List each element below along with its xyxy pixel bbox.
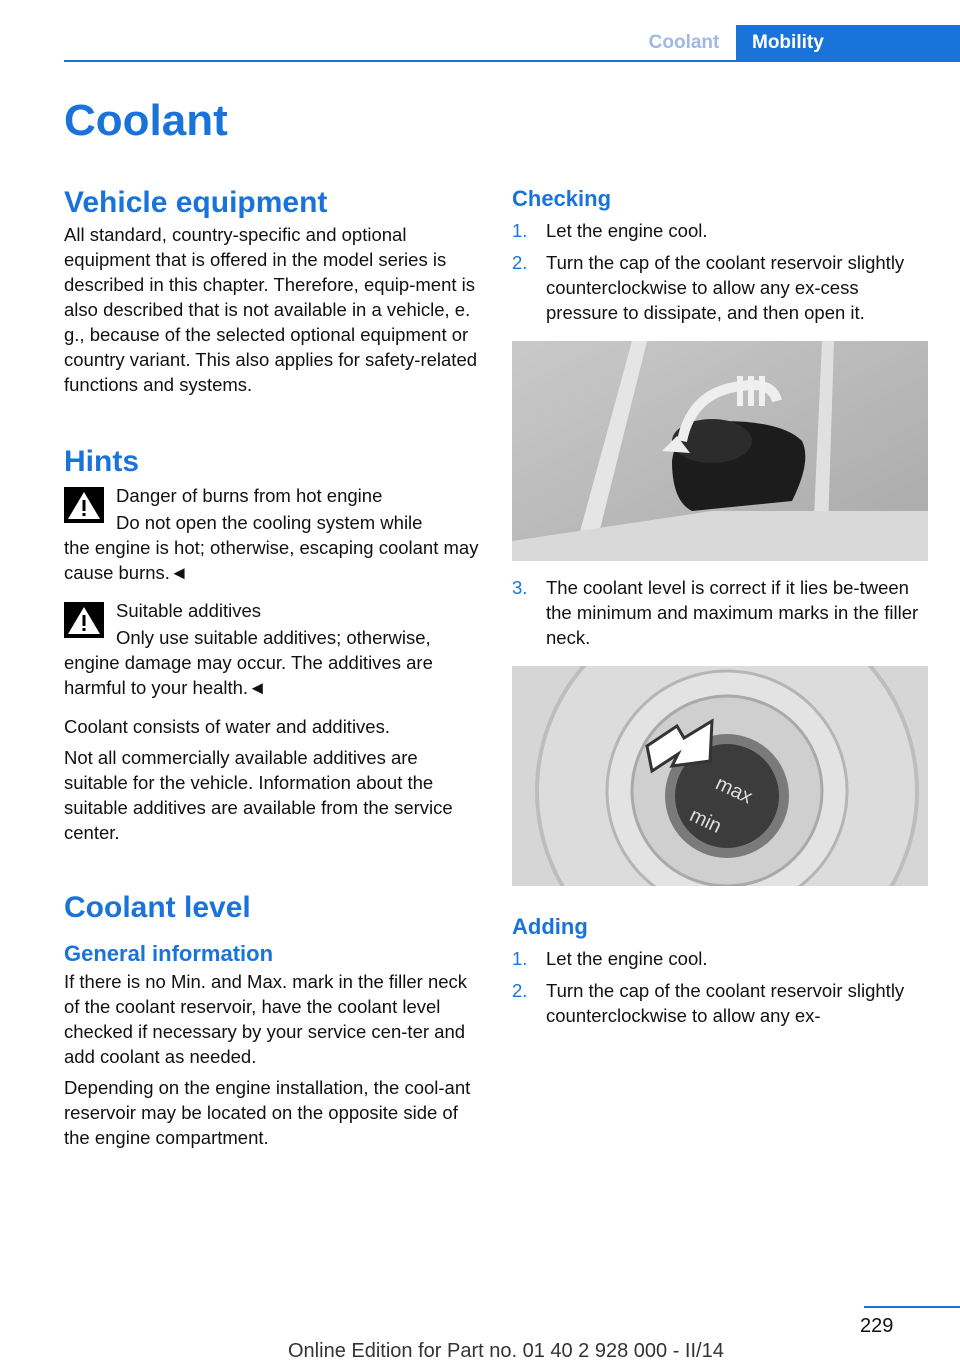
list-item: 1. Let the engine cool. — [512, 220, 708, 241]
adding-heading: Adding — [512, 914, 588, 939]
vehicle-equipment-text: All standard, country-specific and optional equipment that is offered in the model series is described in this chapter. Therefore, equip-ment is also described that is not available in a vehicle, e. g., because of the selected optional equipment or country variant. This also applies for safety-related functions and systems. — [64, 224, 478, 395]
right-column — [512, 184, 930, 1028]
tab-coolant[interactable]: Coolant — [632, 25, 736, 61]
header-rule — [64, 60, 960, 62]
warning-additives-title: Suitable additives — [116, 600, 262, 621]
list-item: 2. Turn the cap of the coolant reservoir slightly counterclockwise to allow any ex- — [512, 980, 905, 1026]
warning-triangle-icon — [64, 602, 104, 638]
warning-burns-text: the engine is hot; otherwise, escaping coolant may cause burns.◄ — [64, 537, 479, 583]
reservoir-cap-photo — [512, 341, 928, 561]
engine-installation-text: Depending on the engine installation, the cool-ant reservoir may be located on the opposite side of the engine compartment. — [64, 1077, 471, 1148]
additives-info-text: Not all commercially available additives are suitable for the vehicle. Information about the suitable additives are available from the service center. — [64, 747, 453, 843]
footer-rule — [864, 1306, 960, 1308]
vehicle-equipment-heading: Vehicle equipment — [64, 186, 328, 219]
warning-triangle-icon — [64, 487, 104, 523]
list-item: 2. Turn the cap of the coolant reservoir slightly counterclockwise to allow any ex-cess pressure to dissipate, and then open it. — [512, 252, 905, 323]
tab-mobility[interactable]: Mobility — [736, 25, 960, 61]
general-info-heading: General information — [64, 941, 274, 966]
list-item: 1. Let the engine cool. — [512, 948, 708, 969]
page-number: 229 — [860, 1315, 894, 1337]
coolant-composition-text: Coolant consists of water and additives. — [64, 716, 390, 737]
warning-burns — [64, 483, 482, 585]
general-info-text: If there is no Min. and Max. mark in the filler neck of the coolant reservoir, have the coolant level checked if necessary by your service cen-ter and add coolant as needed. — [64, 971, 468, 1067]
section-tabs — [632, 25, 960, 61]
hints-heading: Hints — [64, 445, 139, 478]
filler-neck-photo — [512, 666, 928, 886]
page-title: Coolant — [64, 96, 228, 145]
max-mark-label: max — [712, 772, 756, 809]
edition-footer: Online Edition for Part no. 01 40 2 928 000 - II/14 — [288, 1340, 724, 1362]
warning-additives-line1: Only use suitable additives; otherwise, — [116, 627, 431, 648]
min-mark-label: min — [686, 804, 725, 838]
list-item: 3. The coolant level is correct if it lies be-tween the minimum and maximum marks in the filler neck. — [512, 577, 919, 648]
coolant-level-heading: Coolant level — [64, 891, 251, 924]
left-column — [64, 184, 482, 1150]
warning-burns-line1: Do not open the cooling system while — [116, 512, 423, 533]
checking-heading: Checking — [512, 186, 612, 211]
warning-additives-text: engine damage may occur. The additives are harmful to your health.◄ — [64, 652, 433, 698]
warning-burns-title: Danger of burns from hot engine — [116, 485, 383, 506]
warning-additives — [64, 598, 482, 700]
